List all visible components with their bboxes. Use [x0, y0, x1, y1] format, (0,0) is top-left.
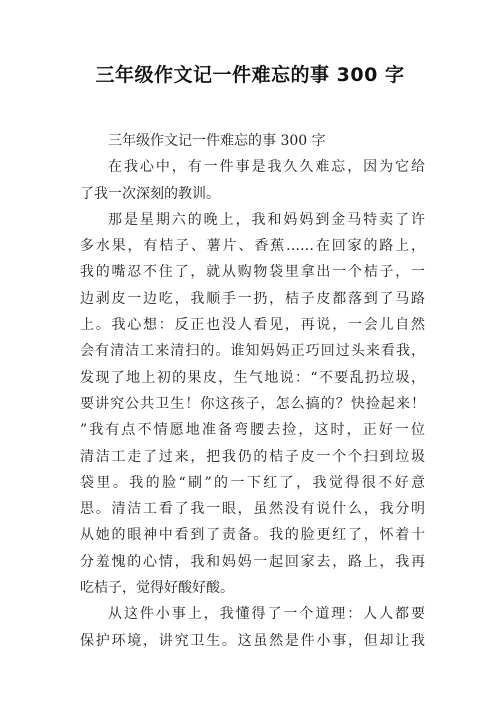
- essay-line: 要讲究公共卫生！你这孩子，怎么搞的？快捡起来！: [80, 395, 425, 412]
- essay-line: 了我一次深刻的教训。: [80, 185, 220, 202]
- page-title: 三年级作文记一件难忘的事 300 字: [95, 64, 405, 86]
- essay-line: 我的嘴忍不住了，就从购物袋里拿出一个桔子，一: [80, 264, 425, 281]
- essay-line: 发现了地上初的果皮，生气地说：“不要乱扔垃圾，: [80, 369, 425, 386]
- essay-line: 那是星期六的晚上，我和妈妈到金马特卖了许: [108, 211, 425, 228]
- essay-line: 多水果，有桔子、薯片、香蕉……在回家的路上，: [80, 238, 425, 255]
- essay-line: 从这件小事上，我懂得了一个道理：人人都要: [108, 606, 425, 623]
- essay-line: 在我心中，有一件事是我久久难忘，因为它给: [108, 159, 425, 176]
- essay-line: 袋里。我的脸“刷”的一下红了，我觉得很不好意: [80, 474, 425, 491]
- essay-line: 三年级作文记一件难忘的事 300 字: [108, 133, 326, 149]
- essay-line: 上。我心想：反正也没人看见，再说，一会儿自然: [80, 317, 425, 334]
- essay-line: 边剥皮一边吃，我顺手一扔，桔子皮都落到了马路: [80, 290, 425, 307]
- essay-line: 保护环境，讲究卫生。这虽然是件小事，但却让我: [80, 632, 425, 649]
- essay-line: ”我有点不情愿地准备弯腰去捡，这时，正好一位: [80, 422, 425, 439]
- essay-line: 会有清洁工来清扫的。谁知妈妈正巧回过头来看我，: [80, 343, 425, 360]
- essay-line: 吃桔子，觉得好酸好酸。: [80, 580, 234, 597]
- essay-line: 从她的眼神中看到了责备。我的脸更红了，怀着十: [80, 527, 425, 544]
- essay-line: 分羞愧的心情，我和妈妈一起回家去，路上，我再: [80, 553, 425, 570]
- essay-line: 清洁工走了过来，把我仍的桔子皮一个个扫到垃圾: [80, 448, 425, 465]
- essay-body: [80, 128, 425, 654]
- essay-line: 思。清洁工看了我一眼，虽然没有说什么，我分明: [80, 501, 425, 518]
